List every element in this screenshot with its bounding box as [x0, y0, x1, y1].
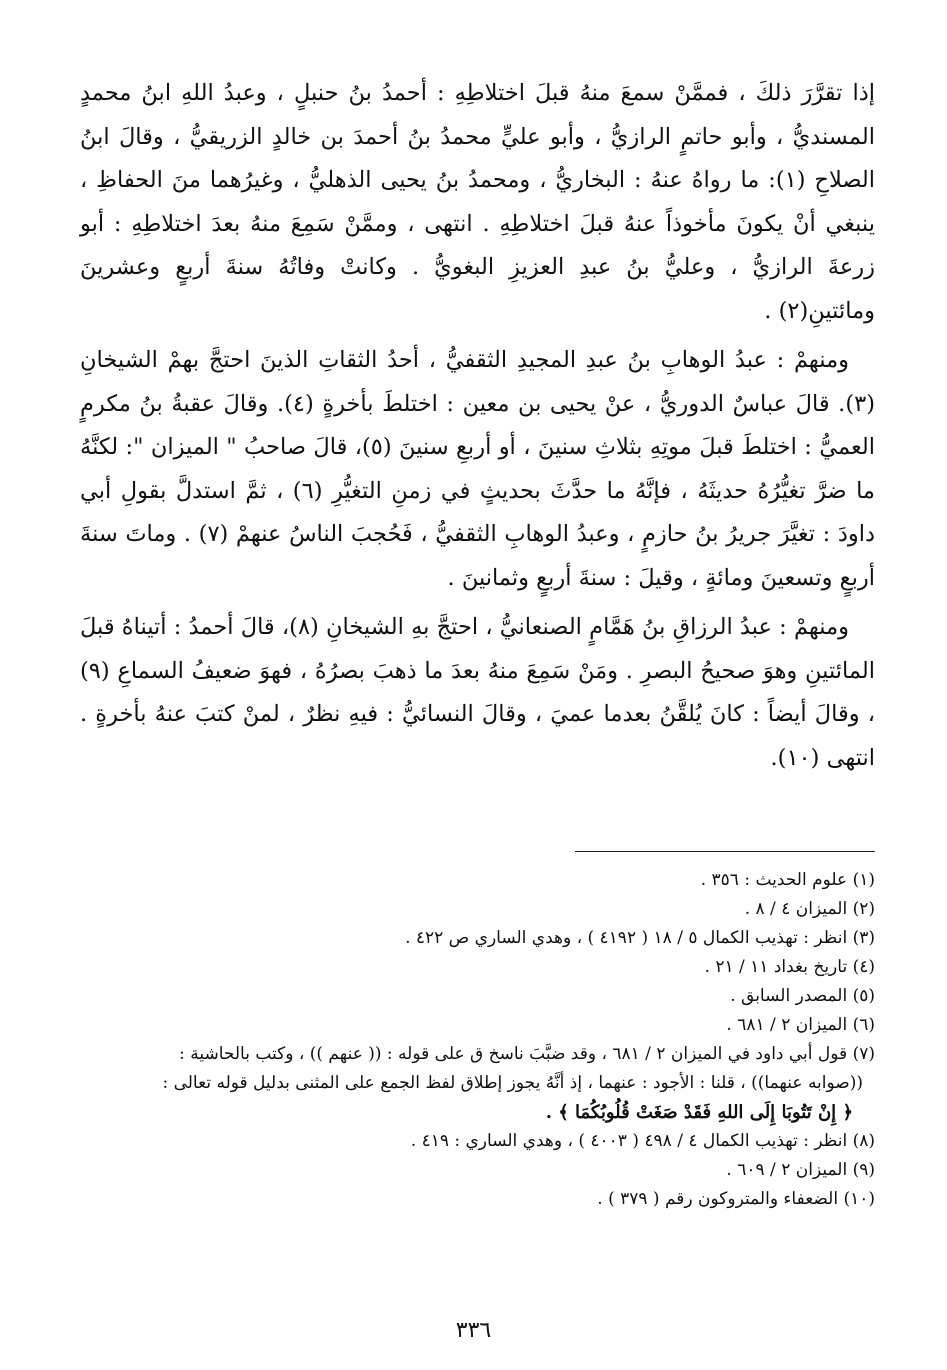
paragraph-1: إذا تقرَّرَ ذلكَ ، فممَّنْ سمعَ منهُ قبلَ اختلاطِهِ : أحمدُ بنُ حنبلٍ ، وعبدُ اللهِ ابنُ محمدٍ المسنديُّ ، وأبو حاتمٍ الرازيُّ ، وأبو عليٍّ محمدُ بنُ أحمدَ بن خالدٍ الزريقيُّ ، وقالَ ابنُ الصلاحِ (١): ما رواهُ عنهُ : البخاريُّ ، ومحمدُ بنُ يحيى الذهليُّ ، وغيرُهما منَ الحفاظِ ، ينبغي أنْ يكونَ مأخوذاً عنهُ قبلَ اختلاطِهِ . انتهى ، وممَّنْ سَمِعَ منهُ بعدَ اختلاطِهِ : أبو زرعةَ الرازيُّ ، وعليُّ بنُ عبدِ العزيزِ البغويُّ . وكانتْ وفاتُهُ سنةَ أربعٍ وعشرينَ ومائتينِ(٢) . — [80, 80, 876, 324]
footnote-8: (٨) انظر : تهذيب الكمال ٤ / ٤٩٨ ( ٤٠٠٣ ) ، وهدي الساري : ٤١٩ . — [410, 1131, 875, 1151]
footnote-5: (٥) المصدر السابق . — [730, 986, 875, 1006]
page-body — [80, 72, 875, 780]
footnote-10: (١٠) الضعفاء والمتروكون رقم ( ٣٧٩ ) . — [597, 1189, 875, 1209]
page-number: ٣٣٦ — [455, 1318, 492, 1343]
footnote-9: (٩) الميزان ٢ / ٦٠٩ . — [726, 1160, 875, 1180]
paragraph-3: ومنهمْ : عبدُ الرزاقِ بنُ هَمَّامٍ الصنعانيُّ ، احتجَّ بهِ الشيخانِ (٨)، قالَ أحمدُ : أتيناهُ قبلَ المائتينِ وهوَ صحيحُ البصرِ . ومَنْ سَمِعَ منهُ بعدَ ما ذهبَ بصرُهُ ، فهوَ ضعيفُ السماعِ (٩) ، وقالَ أيضاً : كانَ يُلقَّنُ بعدما عميَ ، وقالَ النسائيُّ : فيهِ نظرٌ ، لمنْ كتبَ عنهُ بأخرةٍ . انتهى (١٠). — [80, 614, 875, 771]
footnote-separator — [575, 851, 875, 852]
main-text — [80, 72, 875, 780]
footnote-7-line-2: ((صوابه عنهما)) ، قلنا : الأجود : عنهما ، إذ أنَّهُ يجوز إطلاق لفظ الجمع على المثنى بدليل قوله تعالى : — [162, 1073, 863, 1093]
paragraph-2: ومنهمْ : عبدُ الوهابِ بنُ عبدِ المجيدِ الثقفيُّ ، أحدُ الثقاتِ الذينَ احتجَّ بهمْ الشيخانِ (٣). قالَ عباسٌ الدوريُّ ، عنْ يحيى بن معين : اختلطَ بأخرةٍ (٤). وقالَ عقبةُ بنُ مكرمٍ العميُّ : اختلطَ قبلَ موتِهِ بثلاثِ سنينَ ، أو أربعِ سنينَ (٥)، قالَ صاحبُ " الميزان ": لكنَّهُ ما ضرَّ تغيُّرُهُ حديثَهُ ، فإنَّهُ ما حدَّثَ بحديثٍ في زمنِ التغيُّرِ (٦) ، ثمَّ استدلَّ بقولِ أبي داودَ : تغيَّرَ جريرُ بنُ حازمٍ ، وعبدُ الوهابِ الثقفيُّ ، فَحُجبَ الناسُ عنهمْ (٧) . وماتَ سنةَ أربعٍ وتسعينَ ومائةٍ ، وقيلَ : سنةَ أربعٍ وثمانينَ . — [80, 347, 876, 591]
footnote-2: (٢) الميزان ٤ / ٨ . — [744, 899, 875, 919]
footnote-4: (٤) تاريخ بغداد ١١ / ٢١ . — [704, 957, 875, 977]
footnote-7-quran-verse: ﴿ إِنْ تَتُوبَا إِلَى اللهِ فَقَدْ صَغَتْ قُلُوبُكُمَا ﴾ . — [545, 1102, 853, 1123]
footnote-3: (٣) انظر : تهذيب الكمال ٥ / ١٨ ( ٤١٩٢ ) ، وهدي الساري ص ٤٢٢ . — [405, 928, 875, 948]
footnote-6: (٦) الميزان ٢ / ٦٨١ . — [726, 1015, 875, 1035]
footnotes — [80, 866, 875, 1214]
footnote-1: (١) علوم الحديث : ٣٥٦ . — [700, 870, 875, 890]
footnote-7-line-1: (٧) قول أبي داود في الميزان ٢ / ٦٨١ ، وقد ضبَّبَ ناسخ ق على قوله : (( عنهم )) ، وكتب بالحاشية : — [179, 1044, 875, 1064]
